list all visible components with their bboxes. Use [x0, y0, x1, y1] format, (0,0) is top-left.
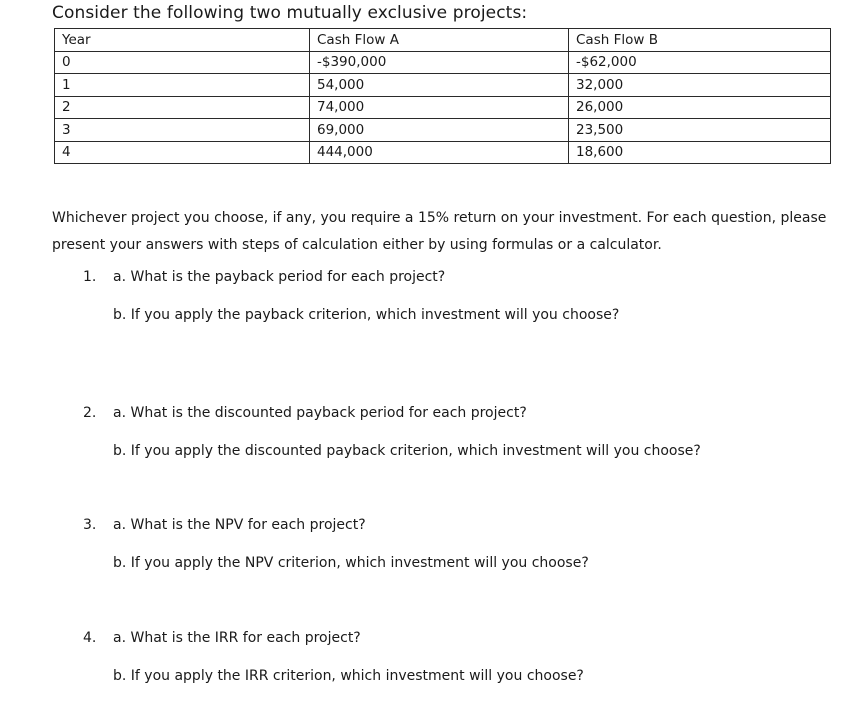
cell-year: 2: [55, 96, 310, 119]
cell-cash-flow-a: -$390,000: [310, 51, 569, 74]
cell-cash-flow-b: -$62,000: [569, 51, 831, 74]
cell-year: 0: [55, 51, 310, 74]
question-part-b: b. If you apply the payback criterion, which investment will you choose?: [113, 307, 620, 323]
cell-cash-flow-b: 23,500: [569, 119, 831, 142]
cell-cash-flow-a: 54,000: [310, 74, 569, 97]
cell-year: 4: [55, 141, 310, 164]
cell-cash-flow-b: 26,000: [569, 96, 831, 119]
cell-cash-flow-b: 18,600: [569, 141, 831, 164]
cash-flow-table: [54, 28, 831, 164]
cell-year: 1: [55, 74, 310, 97]
question-part-b: b. If you apply the IRR criterion, which investment will you choose?: [113, 668, 584, 684]
table-row: [55, 141, 831, 164]
question-part-a: a. What is the IRR for each project?: [113, 630, 361, 646]
question-part-b: b. If you apply the NPV criterion, which investment will you choose?: [113, 555, 589, 571]
question-part-b: b. If you apply the discounted payback criterion, which investment will you choose?: [113, 443, 701, 459]
header-cash-flow-a: Cash Flow A: [310, 29, 569, 52]
question-number: 1.: [83, 269, 97, 285]
cell-cash-flow-a: 444,000: [310, 141, 569, 164]
table-row: [55, 96, 831, 119]
table-row: [55, 119, 831, 142]
question-number: 2.: [83, 405, 97, 421]
table-header-row: [55, 29, 831, 52]
table-row: [55, 51, 831, 74]
question-part-a: a. What is the discounted payback period for each project?: [113, 405, 527, 421]
question-part-a: a. What is the payback period for each project?: [113, 269, 446, 285]
table-row: [55, 74, 831, 97]
question-number: 3.: [83, 517, 97, 533]
header-cash-flow-b: Cash Flow B: [569, 29, 831, 52]
instructions-paragraph: Whichever project you choose, if any, you require a 15% return on your investment. For each question, please present your answers with steps of calculation either by using formulas or a calculator.: [52, 210, 827, 253]
cell-year: 3: [55, 119, 310, 142]
header-year: Year: [55, 29, 310, 52]
question-number: 4.: [83, 630, 97, 646]
question-part-a: a. What is the NPV for each project?: [113, 517, 366, 533]
cell-cash-flow-a: 69,000: [310, 119, 569, 142]
cell-cash-flow-b: 32,000: [569, 74, 831, 97]
page-title: Consider the following two mutually exclusive projects:: [52, 3, 528, 23]
cell-cash-flow-a: 74,000: [310, 96, 569, 119]
